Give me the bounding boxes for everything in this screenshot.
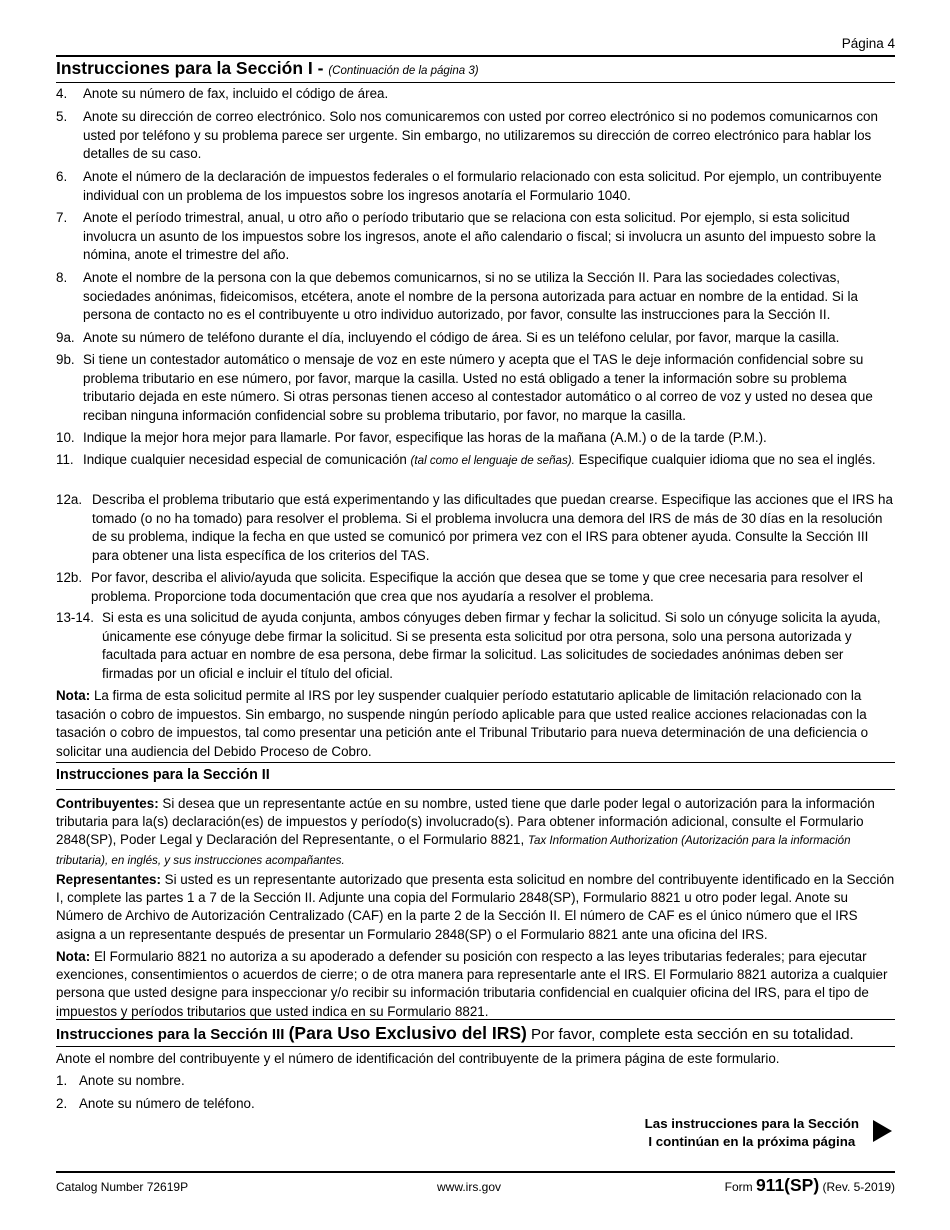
- section3-item-2: 2. Anote su número de teléfono.: [56, 1096, 255, 1111]
- section2-note-paragraph: Nota: El Formulario 8821 no autoriza a su apoderado a defender su posición con respecto a las leyes tributarias federales; para ejecutar exenciones, consentimientos o acuerdos de cierre; o de otra manera para representarle ante el IRS. El Formulario 8821 autoriza a cualquier persona que usted designe para inspeccionar y/o recibir su información tributaria confidencial en cualquier oficina del IRS, para el tipo de impuestos y períodos tributarios que usted indica en su Formulario 8821.: [56, 949, 888, 1019]
- section3-title: Instrucciones para la Sección III (Para Uso Exclusivo del IRS) Por favor, complete esta sección en su totalidad.: [56, 1023, 854, 1043]
- section2-representatives-paragraph: Representantes: Si usted es un representante autorizado que presenta esta solicitud en nombre del contribuyente identificado en la Sección I, complete las partes 1 a 7 de la Sección II. Adjunte una copia del Formulario 2848(SP), Formulario 8821 u otro poder legal. Anote su Número de Archivo de Autorización Centralizado (CAF) en la parte 2 de la Sección II. El número de CAF es el único número que el IRS asigna a un representante después de presentar un Formulario 2848(SP) o el Formulario 8821 ante una oficina del IRS.: [56, 872, 895, 942]
- list-item-9a: 9a. Anote su número de teléfono durante el día, incluyendo el código de área. Si es un teléfono celular, por favor, marque la casilla.: [56, 330, 840, 345]
- list-item-4: 4. Anote su número de fax, incluido el código de área.: [56, 86, 389, 101]
- section1-note: Nota: La firma de esta solicitud permite al IRS por ley suspender cualquier período estatutario aplicable de limitación relacionado con la tasación o cobro de impuestos. Sin embargo, no suspende ningún período aplicable para que usted realice acciones relacionadas con la tasación o cobro de impuestos, tal como presentar una petición ante el Tribunal Tributario para nueva determinación de una deficiencia o solicitar una audiencia del Debido Proceso de Cobro.: [56, 688, 869, 759]
- form-identifier: Form 911(SP) (Rev. 5-2019): [724, 1175, 895, 1195]
- list-item-9b: 9b. Si tiene un contestador automático o mensaje de voz en este número y acepta que el TAS le deje información confidencial sobre su problema tributario en ese número, por favor, marque la casilla. Usted no está obligado a tener la información sobre su problema tributario dejada en este número. Si otras personas tienen acceso al contestador automático o al correo de voz y usted no desea que reciban ninguna información confidencial sobre su problema tributario, por favor, no marque la casilla.: [56, 352, 873, 423]
- section3-item-1: 1. Anote su nombre.: [56, 1073, 185, 1088]
- section2-top-rule: [56, 762, 895, 763]
- list-item-6: 6. Anote el número de la declaración de impuestos federales o el formulario relacionado con esta solicitud. Por ejemplo, un contribuyente individual con un problema de los impuestos sobre los ingresos anotaría el Formulario 1040.: [56, 169, 882, 203]
- section2-taxpayers-paragraph: Contribuyentes: Si desea que un representante actúe en su nombre, usted tiene que darle poder legal o autorización para la información tributaria para la(s) declaración(es) de impuestos y período(s) involucrado(s). Para obtener información adicional, consulte el Formulario 2848(SP), Poder Legal y Declaración del Representante, o el Formulario 8821, Tax Information Authorization (Autorización para la información tributaria), en inglés, y sus instrucciones acompañantes.: [56, 796, 875, 867]
- catalog-number: Catalog Number 72619P: [56, 1180, 189, 1194]
- footer-rule: [56, 1171, 895, 1173]
- list-item-10: 10. Indique la mejor hora mejor para llamarle. Por favor, especifique las horas de la mañana (A.M.) o de la tarde (P.M.).: [56, 430, 767, 445]
- list-item-5: 5. Anote su dirección de correo electrónico. Solo nos comunicaremos con usted por correo electrónico si no podemos comunicarnos con usted por teléfono y su problema parece ser urgente. Sin embargo, no utilizaremos su dirección de correo electrónico para hablar los detalles de su caso.: [56, 109, 878, 162]
- section3-intro: Anote el nombre del contribuyente y el número de identificación del contribuyente de la primera página de este formulario.: [56, 1051, 780, 1066]
- list-item-8: 8. Anote el nombre de la persona con la que debemos comunicarnos, si no se utiliza la Sección II. Para las sociedades colectivas, sociedades anónimas, fideicomisos, etcétera, anote el nombre de la persona autorizada para actuar en nombre de la entidad. Si la persona de contacto no es el contribuyente u otro individuo autorizado, por favor, consulte las instrucciones para la Sección II.: [56, 270, 858, 323]
- section1-continuation: (Continuación de la página 3): [328, 65, 479, 77]
- page-number: Página 4: [841, 36, 895, 51]
- section1-rule: [56, 82, 895, 83]
- website-link[interactable]: www.irs.gov: [437, 1180, 502, 1194]
- list-item-13-14: 13-14. Si esta es una solicitud de ayuda conjunta, ambos cónyuges deben firmar y fechar la solicitud. Si solo un cónyuge solicita la ayuda, únicamente ese cónyuge debe firmar la solicitud. Si se presenta esta solicitud por otra persona, solo una persona autorizada y facultada para actuar en nombre de esa persona, debe firmar la solicitud. Las solicitudes de sociedades anónimas deben ser firmadas por un oficial e incluir el título del oficial.: [56, 610, 881, 681]
- right-arrow-icon: [873, 1120, 892, 1142]
- continuation-note: Las instrucciones para la Sección I continúan en la próxima página: [644, 1116, 859, 1149]
- section1-title: Instrucciones para la Sección I - (Continuación de la página 3): [56, 58, 479, 78]
- top-rule: [56, 55, 895, 57]
- section3-rule: [56, 1046, 895, 1047]
- section3-top-rule: [56, 1019, 895, 1020]
- list-item-12a: 12a. Describa el problema tributario que está experimentando y las dificultades que puedan crearse. Especifique las acciones que el IRS ha tomado (o no ha tomado) para resolver el problema. Si el problema involucra una demora del IRS de más de 30 días en la resolución de su problema, indique la fecha en que usted se comunicó por primera vez con el IRS para obtener ayuda. Consulte la Sección III para obtener una lista específica de los criterios del TAS.: [56, 492, 893, 563]
- section2-rule: [56, 789, 895, 790]
- section2-title: Instrucciones para la Sección II: [56, 767, 270, 783]
- list-item-12b: 12b. Por favor, describa el alivio/ayuda que solicita. Especifique la acción que desea que se tome y que cree necesaria para resolver el problema. Proporcione toda documentación que crea que nos ayudaría a resolver el problema.: [56, 570, 863, 604]
- list-item-7: 7. Anote el período trimestral, anual, u otro año o período tributario que se relaciona con esta solicitud. Por ejemplo, si esta solicitud involucra un asunto de los impuestos sobre los ingresos, anote el año calendario o fiscal; si involucra un asunto del impuesto sobre la nómina, anote el trimestre del año.: [56, 210, 876, 263]
- list-item-11: 11. Indique cualquier necesidad especial de comunicación (tal como el lenguaje de señas). Especifique cualquier idioma que no sea el inglés.: [56, 452, 876, 467]
